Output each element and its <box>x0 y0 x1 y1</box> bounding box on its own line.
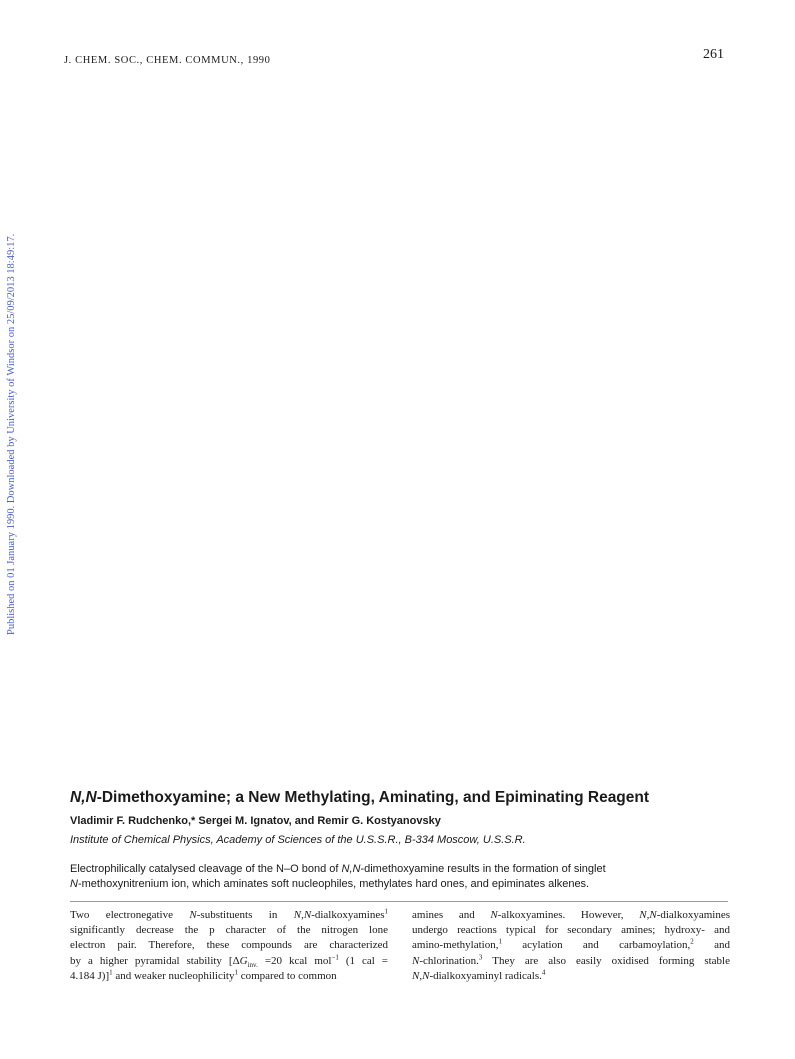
abstract-italic: N,N <box>341 863 361 875</box>
abstract-italic: N <box>70 878 78 890</box>
body-text: and <box>693 939 730 952</box>
body-text: 4.184 J)] <box>70 969 110 982</box>
body-line: undergo reactions typical for secondary amines; hydroxy- and <box>412 924 730 937</box>
body-text: They are also easily oxidised forming stable <box>482 954 730 967</box>
reference-superscript[interactable]: 1 <box>384 907 389 916</box>
subscript: inv. <box>247 960 258 969</box>
title-italic-part: N,N <box>70 789 97 806</box>
body-text: -substituents in <box>196 909 294 921</box>
body-line <box>412 938 730 953</box>
body-line <box>412 954 730 969</box>
reference-superscript[interactable]: 1 <box>234 968 238 977</box>
running-head: J. CHEM. SOC., CHEM. COMMUN., 1990 <box>64 55 271 66</box>
body-text: by a higher pyramidal stability [Δ <box>70 954 240 967</box>
body-text: -dialkoxyamines <box>311 909 385 921</box>
body-line: significantly decrease the p character of the nitrogen lone <box>70 924 388 937</box>
reference-superscript[interactable]: 3 <box>478 952 483 961</box>
body-text: =20 kcal mol <box>257 954 332 967</box>
abstract-text: -methoxynitrenium ion, which aminates soft nucleophiles, methylates hard ones, and epiminates alkenes. <box>77 878 590 890</box>
body-text: -dialkoxyaminyl radicals. <box>429 969 542 982</box>
reference-superscript[interactable]: 2 <box>690 937 694 946</box>
reference-superscript[interactable]: 1 <box>498 937 502 946</box>
abstract-line <box>70 877 740 892</box>
body-italic: N <box>490 909 498 921</box>
body-text: acylation and carbamoylation, <box>501 939 691 952</box>
body-text: -chlorination. <box>419 954 479 967</box>
reference-superscript[interactable]: 1 <box>109 968 113 977</box>
body-text: -alkoxyamines. However, <box>497 909 640 921</box>
abstract-text: Electrophilically catalysed cleavage of the N–O bond of <box>70 863 342 875</box>
body-line: electron pair. Therefore, these compounds are characterized <box>70 939 388 952</box>
body-column-left <box>70 908 388 984</box>
body-text: Two electronegative <box>70 909 190 921</box>
body-line <box>412 969 730 984</box>
abstract-text: -dimethoxyamine results in the formation of singlet <box>360 863 606 875</box>
body-text: -dialkoxyamines <box>656 909 731 921</box>
body-line <box>70 954 388 969</box>
body-line <box>412 908 730 923</box>
page-number: 261 <box>703 47 724 62</box>
body-text: and weaker nucleophilicity <box>112 969 235 982</box>
body-italic: N <box>412 954 420 967</box>
body-text: amino-methylation, <box>412 939 499 952</box>
body-italic: N <box>189 909 197 921</box>
superscript: −1 <box>331 952 339 961</box>
body-column-right <box>412 908 730 984</box>
body-line <box>70 908 388 923</box>
title-main-part: -Dimethoxyamine; a New Methylating, Aminating, and Epiminating Reagent <box>96 789 650 806</box>
download-provenance-note[interactable]: Published on 01 January 1990. Downloaded by University of Windsor on 25/09/2013 18:49:17. <box>6 233 17 635</box>
body-italic: N,N <box>639 909 657 921</box>
body-italic: N,N <box>293 909 312 921</box>
body-text: amines and <box>412 909 491 921</box>
body-italic: N,N <box>412 969 430 982</box>
author-list: Vladimir F. Rudchenko,* Sergei M. Ignatov, and Remir G. Kostyanovsky <box>70 815 441 827</box>
author-affiliation: Institute of Chemical Physics, Academy of Sciences of the U.S.S.R., B-334 Moscow, U.S.S.R. <box>70 834 526 846</box>
body-italic: G <box>239 954 248 967</box>
reference-superscript[interactable]: 4 <box>541 968 546 977</box>
body-text: compared to common <box>237 969 337 982</box>
body-text: (1 cal = <box>338 954 389 967</box>
article-title <box>70 789 649 807</box>
abstract-line <box>70 862 740 877</box>
body-line <box>70 969 388 984</box>
section-divider <box>70 901 728 902</box>
abstract <box>70 862 740 892</box>
